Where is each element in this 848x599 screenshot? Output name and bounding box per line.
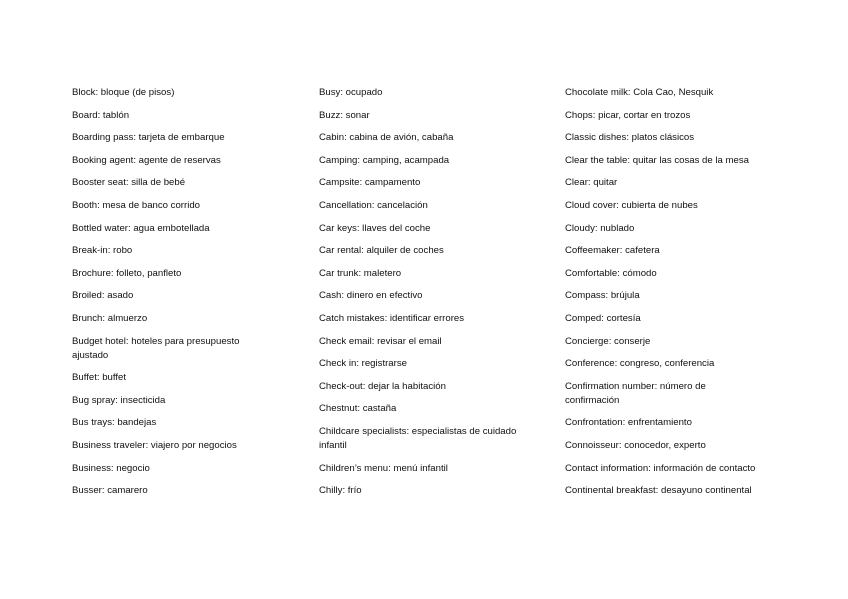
glossary-entry: Brochure: folleto, panfleto xyxy=(72,267,182,279)
glossary-entry: Cash: dinero en efectivo xyxy=(319,290,423,302)
glossary-entry: Boarding pass: tarjeta de embarque xyxy=(72,132,225,144)
glossary-entry: Camping: camping, acampada xyxy=(319,154,450,166)
glossary-entry: Catch mistakes: identificar errores xyxy=(319,312,465,324)
glossary-entry: Cabin: cabina de avión, cabaña xyxy=(319,132,454,144)
glossary-column-2 xyxy=(319,86,549,507)
glossary-entry: Board: tablón xyxy=(72,109,130,121)
glossary-entry: Broiled: asado xyxy=(72,290,134,302)
glossary-entry: Comfortable: cómodo xyxy=(565,267,657,279)
glossary-entry: Children’s menu: menú infantil xyxy=(319,462,448,474)
glossary-entry: Budget hotel: hoteles para presupuesto ajustado xyxy=(72,335,240,361)
glossary-entry: Conference: congreso, conferencia xyxy=(565,358,715,370)
glossary-entry: Business traveler: viajero por negocios xyxy=(72,439,237,451)
glossary-entry: Business: negocio xyxy=(72,462,150,474)
glossary-entry: Chestnut: castaña xyxy=(319,403,397,415)
glossary-entry: Car trunk: maletero xyxy=(319,267,402,279)
glossary-entry: Confrontation: enfrentamiento xyxy=(565,417,692,429)
glossary-entry: Buffet: buffet xyxy=(72,372,127,384)
glossary-entry: Check email: revisar el email xyxy=(319,335,442,347)
glossary-column-1 xyxy=(72,86,304,507)
glossary-entry: Coffeemaker: cafetera xyxy=(565,245,660,257)
glossary-entry: Chops: picar, cortar en trozos xyxy=(565,109,691,121)
glossary-entry: Buzz: sonar xyxy=(319,109,370,121)
glossary-entry: Bottled water: agua embotellada xyxy=(72,222,210,234)
glossary-entry: Continental breakfast: desayuno continental xyxy=(565,485,752,497)
glossary-entry: Cloud cover: cubierta de nubes xyxy=(565,199,698,211)
glossary-entry: Classic dishes: platos clásicos xyxy=(565,132,695,144)
glossary-entry: Booking agent: agente de reservas xyxy=(72,154,221,166)
glossary-entry: Bug spray: insecticida xyxy=(72,394,166,406)
glossary-entry: Connoisseur: conocedor, experto xyxy=(565,439,706,451)
glossary-entry: Booth: mesa de banco corrido xyxy=(72,199,200,211)
glossary-entry: Booster seat: silla de bebé xyxy=(72,177,186,189)
glossary-entry: Car rental: alquiler de coches xyxy=(319,245,444,257)
glossary-entry: Check in: registrarse xyxy=(319,358,407,370)
glossary-entry: Bus trays: bandejas xyxy=(72,417,157,429)
glossary-entry: Campsite: campamento xyxy=(319,177,421,189)
glossary-entry: Brunch: almuerzo xyxy=(72,312,148,324)
glossary-entry: Busy: ocupado xyxy=(319,87,383,98)
glossary-entry: Concierge: conserje xyxy=(565,335,651,347)
glossary-entry: Cloudy: nublado xyxy=(565,222,635,234)
glossary-entry: Cancellation: cancelación xyxy=(319,199,428,211)
glossary-entry: Check-out: dejar la habitación xyxy=(319,380,446,392)
glossary-entry: Car keys: llaves del coche xyxy=(319,222,431,234)
glossary-entry: Confirmation number: número de confirmación xyxy=(565,380,706,406)
glossary-entry: Block: bloque (de pisos) xyxy=(72,87,175,98)
glossary-column-3 xyxy=(565,86,805,507)
glossary-entry: Comped: cortesía xyxy=(565,312,641,324)
glossary-entry: Chocolate milk: Cola Cao, Nesquik xyxy=(565,87,714,98)
glossary-entry: Contact information: información de contacto xyxy=(565,462,756,474)
glossary-entry: Clear: quitar xyxy=(565,177,618,189)
glossary-entry: Chilly: frío xyxy=(319,485,362,497)
glossary-entry: Childcare specialists: especialistas de cuidado infantil xyxy=(319,425,517,451)
glossary-entry: Busser: camarero xyxy=(72,485,148,497)
glossary-entry: Break-in: robo xyxy=(72,245,133,257)
glossary-entry: Compass: brújula xyxy=(565,290,640,302)
glossary-entry: Clear the table: quitar las cosas de la mesa xyxy=(565,154,749,166)
